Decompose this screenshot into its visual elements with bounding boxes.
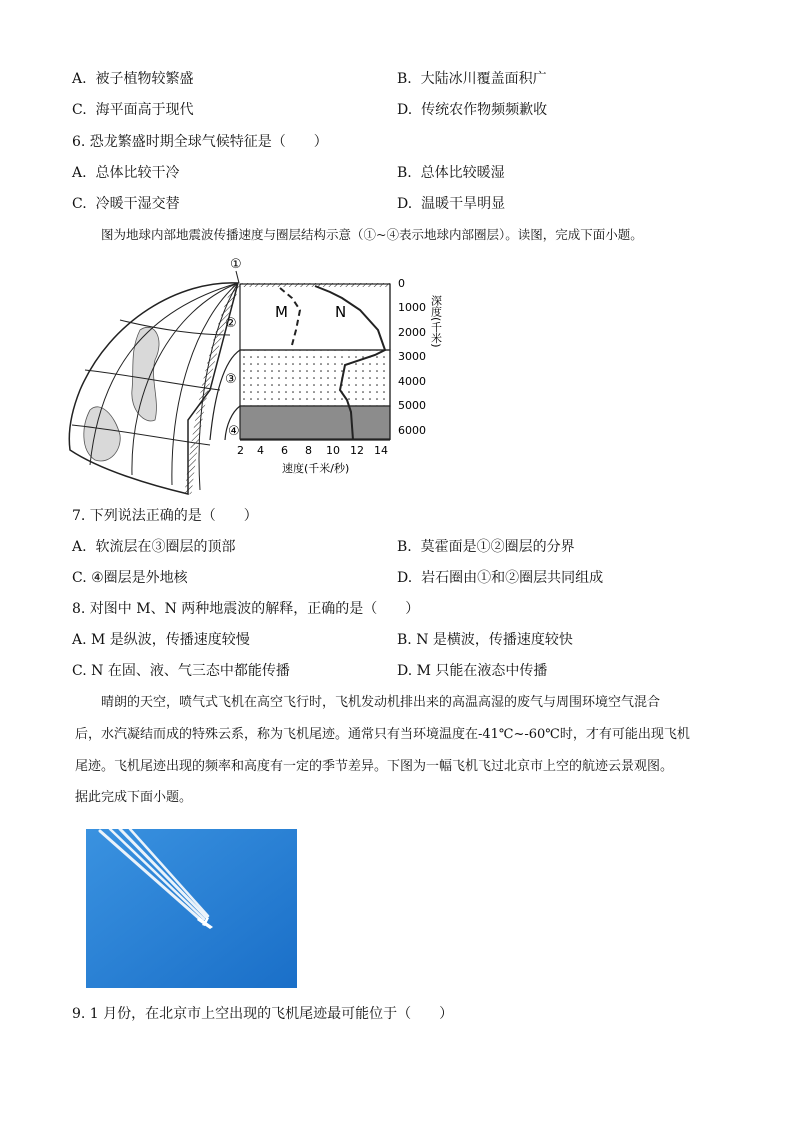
depth-tick: 5000 [398,399,426,412]
wave-label-n: N [335,303,347,321]
q8-option-b: B. N 是横波，传播速度较快 [397,632,573,648]
q8-option-d: D. M 只能在液态中传播 [397,663,548,679]
contrail-intro-line-3: 尾迹。飞机尾迹出现的频率和高度有一定的季节差异。下图为一幅飞机飞过北京市上空的航迹云景观图。 [75,759,674,774]
globe [69,283,238,494]
q6-option-c: C. 冷暖干湿交替 [72,196,180,212]
wave-label-m: M [275,303,288,321]
q9-stem: 9. 1 月份，在北京市上空出现的飞机尾迹最可能位于（ ） [72,1006,454,1022]
contrail-photo [86,829,297,988]
speed-tick: 4 [257,444,264,457]
q6-option-d: D. 温暖干旱明显 [397,196,506,212]
speed-tick: 12 [350,444,364,457]
speed-tick: 10 [326,444,340,457]
q7-option-a: A. 软流层在③圈层的顶部 [72,539,236,555]
speed-tick: 14 [374,444,388,457]
speed-tick: 8 [305,444,312,457]
layer-label-2: ② [225,316,237,331]
layer-label-4: ④ [228,424,240,439]
depth-tick: 1000 [398,301,426,314]
layer-label-3: ③ [225,372,237,387]
speed-tick: 2 [237,444,244,457]
speed-tick: 6 [281,444,288,457]
q5-option-c: C. 海平面高于现代 [72,102,194,118]
layer-label-1: ① [230,257,242,272]
q7-option-c: C. ④圈层是外地核 [72,570,188,586]
q8-stem: 8. 对图中 M、N 两种地震波的解释，正确的是（ ） [72,601,420,617]
q6-stem: 6. 恐龙繁盛时期全球气候特征是（ ） [72,134,328,150]
q7-option-d: D. 岩石圈由①和②圈层共同组成 [397,570,604,586]
q7-stem: 7. 下列说法正确的是（ ） [72,508,258,524]
depth-axis-label: 深度(千米) [429,295,443,348]
q5-option-a: A. 被子植物较繁盛 [72,71,194,87]
q8-option-c: C. N 在固、液、气三态中都能传播 [72,663,290,679]
depth-tick: 2000 [398,326,426,339]
depth-tick: 0 [398,277,405,290]
cross-section [210,283,390,440]
speed-axis-label: 速度(千米/秒) [282,462,350,475]
depth-tick: 4000 [398,375,426,388]
q6-option-a: A. 总体比较干冷 [72,165,180,181]
figure-intro: 图为地球内部地震波传播速度与圈层结构示意（①~④表示地球内部圈层）。读图，完成下面小题。 [101,227,643,242]
q7-option-b: B. 莫霍面是①②圈层的分界 [397,539,575,555]
q6-option-b: B. 总体比较暖湿 [397,165,505,181]
contrail-intro-line-2: 后，水汽凝结而成的特殊云系，称为飞机尾迹。通常只有当环境温度在-41℃~-60℃时，才有可能出现飞机 [75,727,690,742]
contrail-intro-line-4: 据此完成下面小题。 [75,790,193,805]
earth-interior-diagram [60,250,443,480]
q5-option-b: B. 大陆冰川覆盖面积广 [397,71,547,87]
q5-option-d: D. 传统农作物频频歉收 [397,102,548,118]
contrail-intro-line-1: 晴朗的天空，喷气式飞机在高空飞行时，飞机发动机排出来的高温高湿的废气与周围环境空气混合 [101,695,661,710]
q8-option-a: A. M 是纵波，传播速度较慢 [72,632,250,648]
depth-tick: 6000 [398,424,426,437]
depth-tick: 3000 [398,350,426,363]
